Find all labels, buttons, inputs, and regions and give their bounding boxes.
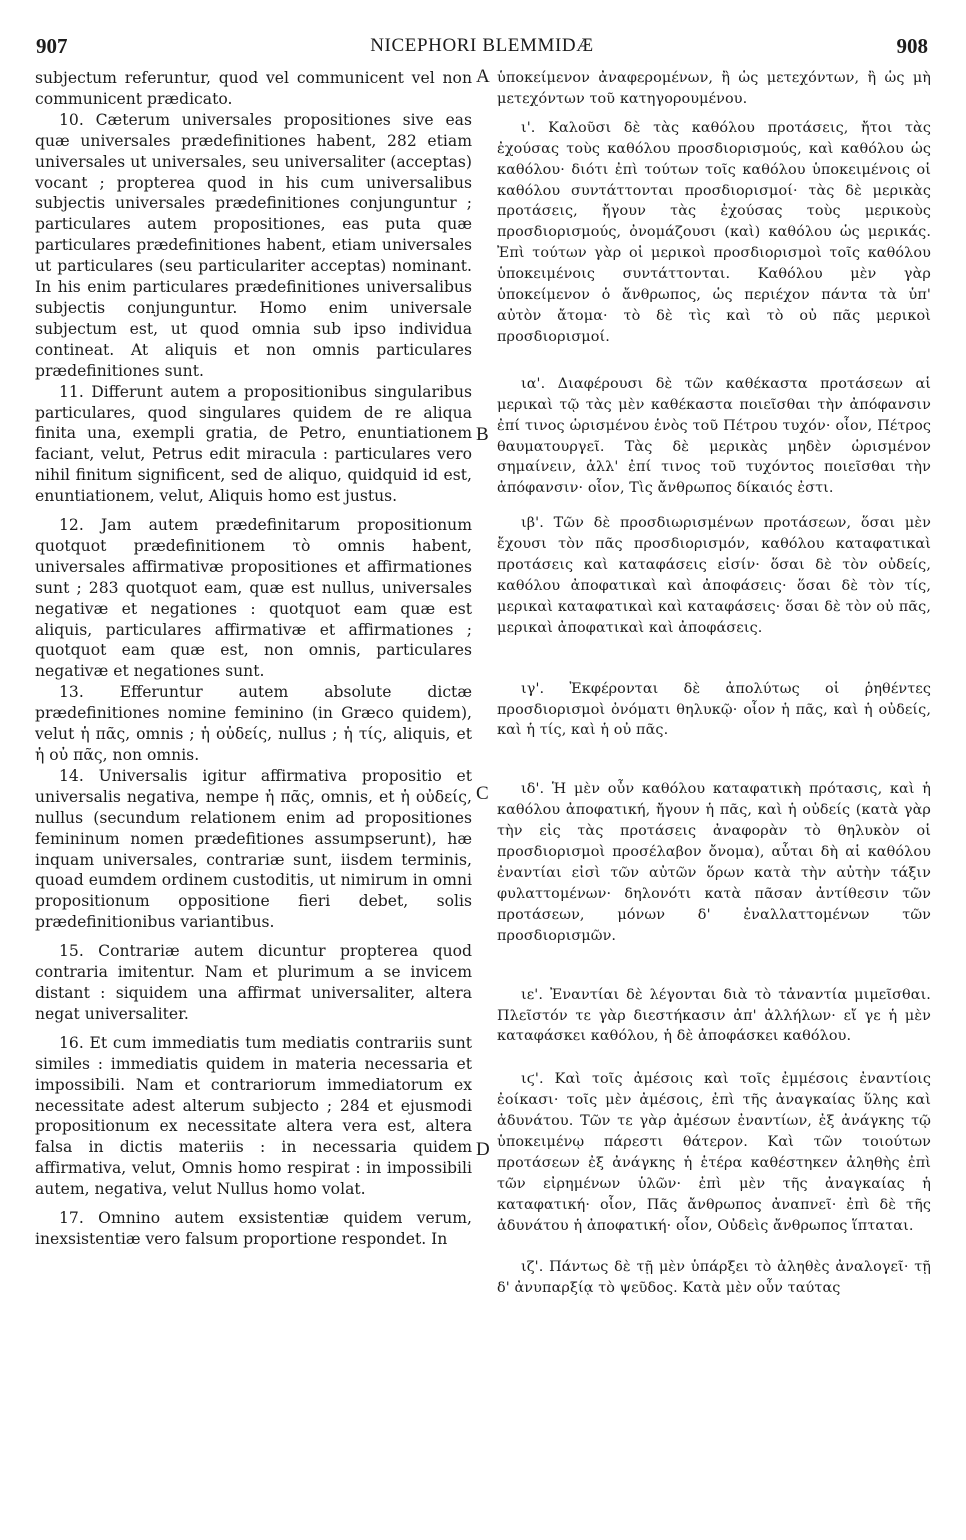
left-page-number: 907 [36, 34, 68, 58]
latin-para-16: 16. Et cum immediatis tum mediatis contrariis sunt similes : immediatis quidem in materia necessaria et impossibili. Nam et contrariorum immediatorum ex necessitate adest alterum subjecto ; 284 et ejusmodi propositionum ex necessitate altera vera est, altera falsa in dictis materiis : in necessaria quidem affirmativa, velut, Omnis homo respirat : in impossibili autem, negativa, velut Nullus homo volat. [35, 1033, 472, 1199]
latin-para-13: 13. Efferuntur autem absolute dictæ prædefinitiones nomine feminino (in Græco quidem), velut ἡ πᾶς, omnis ; ἡ οὐδείς, nullus ; ἡ τίς, aliquis, et ἡ οὐ πᾶς, non omnis. [35, 683, 472, 764]
greek-para-13: ιγ'. Ἐκφέρονται δὲ ἀπολύτως οἱ ῥηθέντες προσδιορισμοὶ ὀνόματι θηλυκῷ· οἷον ἡ πᾶς, καὶ ἡ οὐδείς, καὶ ἡ τίς, καὶ ἡ οὐ πᾶς. [497, 680, 931, 739]
latin-para-17: 17. Omnino autem exsistentiæ quidem verum, inexsistentiæ vero falsum proportione respondet. In [35, 1209, 472, 1248]
greek-para-12: ιβ'. Τῶν δὲ προσδιωρισμένων προτάσεων, ὅσαι μὲν ἔχουσι τὸν πᾶς προσδιορισμόν, καθόλου καταφατικαὶ προτάσεις καὶ καταφάσεις εἰσίν· ὅσαι δὲ τὸν οὐδείς, καθόλου ἀποφατικαὶ καὶ ἀποφάσεις· ὅσαι δὲ τὸν τίς, μερικαὶ καταφατικαὶ καὶ καταφάσεις· ὅσαι δὲ τὸν οὐ πᾶς, μερικαὶ ἀποφατικαὶ καὶ ἀποφάσεις. [497, 515, 931, 636]
running-title: NICEPHORI BLEMMIDÆ [370, 35, 594, 56]
running-header [36, 34, 928, 64]
latin-column [35, 68, 472, 1250]
greek-para-11: ια'. Διαφέρουσι δὲ τῶν καθέκαστα προτάσεων αἱ μερικαὶ τῷ τὰς μὲν καθέκαστα ποιεῖσθαι τὴν ἀπόφανσιν ἐπί τινος ὡρισμένου ἑνὸς τοῦ Πέτρου τυχόν· οἷον, Πέτρος θαυματουργεῖ. Τὰς δὲ μερικὰς μηδὲν ὡρισμένον σημαίνειν, ἀλλ' ἐπί τινος τοῦ τυχόντος ποιεῖσθαι τὴν ἀπόφανσιν· οἷον, Τὶς ἄνθρωπος δίκαιός ἐστι. [497, 375, 931, 497]
latin-para-12: 12. Jam autem prædefinitarum propositionum quotquot prædefinitionem τὸ omnis habent, universales affirmativæ propositiones et affirmationes sunt ; 283 quotquot eam, quæ est nullus, universales negativæ et negationes : quotquot eam quæ est aliquis, particulares affirmativæ et affirmationes ; quotquot eam quæ est, non omnis, particulares negativæ et negationes sunt. [35, 516, 472, 681]
greek-para-10: ι'. Καλοῦσι δὲ τὰς καθόλου προτάσεις, ἤτοι τὰς ἐχούσας τοὺς καθόλου προσδιορισμούς, καὶ καθόλου ὡς καθόλου· διότι ἐπὶ τούτων τοῖς καθόλου ὑποκειμένοις οἱ καθόλου συντάττονται προσδιορισμοί· τὰς δὲ μερικὰς προτάσεις, ἤγουν τὰς ἐχούσας τοὺς μερικοὺς προσδιορισμούς, ὀνομάζουσι (καὶ) καθόλου ὡς μερικάς. Ἐπὶ τούτων γὰρ οἱ μερικοὶ προσδιορισμοὶ τοῖς καθόλου ὑποκειμένοις συντάττονται. Καθόλου μὲν γὰρ ὑποκείμενον ὁ ἄνθρωπος, ὡς περιέχον πάντα τὰ ὑπ' αὐτὸν ἄτομα· τὸ δὲ τὶς καὶ τὸ οὐ πᾶς μερικοὶ προσδιορισμοί. [497, 119, 931, 345]
greek-column [497, 68, 931, 1298]
right-page-number: 908 [896, 34, 928, 58]
margin-letter-c: C [476, 783, 489, 804]
latin-para-11: 11. Differunt autem a propositionibus singularibus particulares, quod singulares quidem de re aliqua finita una, exempli gratia, de Petro, enuntiationem faciant, velut, Petrus edit miracula : particulares vero nihil finitum significent, sed de aliquo, quidquid id est, enuntiationem, velut, Aliquis homo est justus. [35, 382, 472, 506]
greek-para-17: ιζ'. Πάντως δὲ τῇ μὲν ὑπάρξει τὸ ἀληθὲς ἀναλογεῖ· τῇ δ' ἀνυπαρξίᾳ τὸ ψεῦδος. Κατὰ μὲν οὖν ταύτας [497, 1258, 931, 1296]
margin-letter-b: B [476, 424, 489, 445]
latin-para-14: 14. Universalis igitur affirmativa propositio et universalis negativa, nempe ἡ πᾶς, omnis, et ἡ οὐδείς, nullus (secundum relationem enim ad propositiones femininum nomen prædefitiones assumpserunt), hæ inquam universales, contrariæ sunt, iisdem terminis, quoad eumdem ordinem custoditis, ut nimirum in omni propositionum oppositione fieri debet, solis prædefinitionibus variantibus. [35, 766, 472, 932]
margin-letter-d: D [476, 1139, 490, 1160]
greek-para-intro: ὑποκείμενον ἀναφερομένων, ἢ ὡς μετεχόντων, ἢ ὡς μὴ μετεχόντων τοῦ κατηγορουμένου. [497, 70, 931, 107]
latin-para-10: 10. Cæterum universales propositiones sive eas quæ universales prædefinitiones habent, 282 etiam universales ut universales, seu universaliter (acceptas) vocant ; propterea quod in his cum universalibus subjectis universales prædefinitiones conjunguntur ; particulares autem propositiones, eas puta quæ particulares prædefinitiones habent, etiam universales ut particulares (seu particulariter acceptas) nominant. In his enim particulares prædefinitiones universalibus subjectis conjunguntur. Homo enim universale subjectum est, ut quod omnia sub ipso individua contineat. At aliquis et non omnis particulares prædefinitiones sunt. [35, 110, 472, 380]
greek-para-15: ιε'. Ἐναντίαι δὲ λέγονται διὰ τὸ τἀναντία μιμεῖσθαι. Πλεῖστόν τε γὰρ διεστήκασιν ἀπ' ἀλλήλων· εἴ γε ἡ μὲν καταφάσκει καθόλου, ἡ δὲ ἀποφάσκει καθόλου. [497, 986, 931, 1045]
latin-para-15: 15. Contrariæ autem dicuntur propterea quod contraria imitentur. Nam et plurimum a se invicem distant : siquidem una affirmat universaliter, altera negat universaliter. [35, 942, 472, 1023]
latin-para-intro: subjectum referuntur, quod vel communicent vel non communicent prædicato. [35, 69, 472, 108]
greek-para-14: ιδ'. Ἡ μὲν οὖν καθόλου καταφατικὴ πρότασις, καὶ ἡ καθόλου ἀποφατική, ἤγουν ἡ πᾶς, καὶ ἡ οὐδείς (κατὰ γὰρ τὴν εἰς τὰς προτάσεις ἀναφορὰν τὸ θηλυκὸν οἱ προσδιορισμοὶ προσέλαβον ὄνομα), αὗται δὴ αἱ καθόλου ἐναντίαι εἰσὶ τῶν αὐτῶν ὅρων κατὰ τὴν αὐτὴν τάξιν φυλαττομένων· δηλονότι κατὰ πᾶσαν ἀντίθεσιν τῶν προτάσεων, μόνων δ' ἐναλλαττομένων τῶν προσδιορισμῶν. [497, 781, 931, 944]
greek-para-16: ιϛ'. Καὶ τοῖς ἀμέσοις καὶ τοῖς ἐμμέσοις ἐναντίοις ἐοίκασι· τοῖς μὲν ἀμέσοις, ἐπὶ τῆς ἀναγκαίας ὕλης καὶ ἀδυνάτου. Τῶν τε γὰρ ἀμέσων ἐναντίων, ἐξ ἀνάγκης τῷ ὑποκειμένῳ πάρεστι θάτερον. Καὶ τῶν τοιούτων προτάσεων ἐξ ἀνάγκης ἡ ἑτέρα καθέστηκεν ἀληθὴς ἐπὶ τῶν εἰρημένων ὑλῶν· ἐπὶ μὲν τῆς ἀναγκαίας ἡ καταφατική· οἷον, Πᾶς ἄνθρωπος ἀναπνεῖ· ἐπὶ δὲ τῆς ἀδυνάτου ἡ ἀποφατική· οἷον, Οὐδεὶς ἄνθρωπος ἵπταται. [497, 1071, 931, 1234]
margin-letter-a: A [476, 66, 490, 87]
